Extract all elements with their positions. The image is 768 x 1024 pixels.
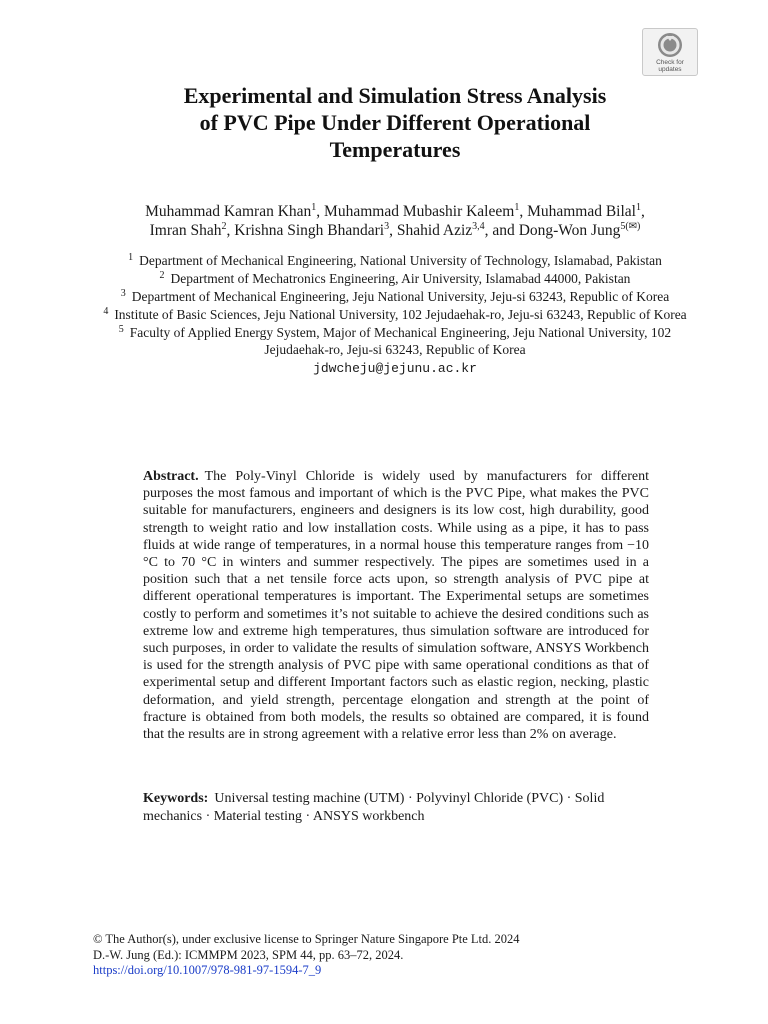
abstract-text: The Poly-Vinyl Chloride is widely used by manufacturers for different purposes the most famous and important of which is the PVC Pipe, what makes the PVC suitable for manufacturers, engineers and designers is its low cost, high durability, good strength to weight ratio and low installation costs. While using as a pipe, it has to pass fluids at wide range of temperatures, in a normal house this temperature ranges from −10 °C to 70 °C in winters and summer respectively. The pipes are sometimes used in a position such that a net tensile force acts upon, so strength analysis of PVC pipe at different operational temperatures is important. The Experimental setups are sometimes costly to perform and sometimes it’s not suitable to achieve the desired conditions such as extreme low and extreme high temperatures, thus simulation software are introduced for such purposes, in order to validate the results of simulation software, ANSYS Workbench is used for the strength analysis of PVC pipe with same operational conditions as that of experimental setup and different Important factors such as elastic region, necking, plastic deformation, and yield strength, percentage elongation and strength at the point of fracture is obtained from both models, the results so obtained are compared, it is found that the results are in strong agreement with a relative error less than 2% on average. <box>143 469 649 743</box>
corresponding-email[interactable]: jdwcheju@jejunu.ac.kr <box>313 361 477 376</box>
author-affiliation-mark: 1 <box>635 202 641 213</box>
author-name: Imran Shah <box>149 222 222 239</box>
corresponding-author-name: Dong-Won Jung <box>518 222 621 239</box>
paper-title <box>100 82 690 163</box>
author-affiliation-mark: 2 <box>221 221 227 232</box>
doi-link[interactable]: https://doi.org/10.1007/978-981-97-1594-7_9 <box>93 963 322 977</box>
keywords-label: Keywords: <box>143 791 209 806</box>
author-line-1: Muhammad Kamran Khan$^1$, Muhammad Mubashir Kaleem$^1$, Muhammad Bilal$^1$, <box>145 202 645 220</box>
abstract <box>143 468 649 743</box>
author-affiliation-mark: 1 <box>514 202 520 213</box>
affiliation: $^1$ Department of Mechanical Engineering, National University of Technology, Islamabad, Pakistan <box>128 252 662 268</box>
author-list <box>60 202 730 240</box>
keywords-text: Universal testing machine (UTM) · Polyvinyl Chloride (PVC) · Solid mechanics · Material testing · ANSYS workbench <box>143 791 605 824</box>
author-line-2: Imran Shah$^2$, Krishna Singh Bhandari$^3$, Shahid Aziz$^{3,4}$, and Dong-Won Jung$^{5(✉)}$ <box>149 221 641 239</box>
author-name: Krishna Singh Bhandari <box>234 222 385 239</box>
abstract-label: Abstract. <box>143 469 199 484</box>
author-name: Muhammad Bilal <box>527 203 636 220</box>
citation-line: D.-W. Jung (Ed.): ICMMPM 2023, SPM 44, pp. 63–72, 2024. <box>93 947 404 962</box>
corresponding-author-mark: 5(✉) <box>620 221 641 232</box>
check-for-updates-label: Check for updates <box>656 59 684 73</box>
affiliation: $^5$ Faculty of Applied Energy System, Major of Mechanical Engineering, Jeju National University, 102 Jejudaehak-ro, Jeju-si 63243, Republic of Korea <box>118 324 672 357</box>
title-line: of PVC Pipe Under Different Operational <box>199 110 591 135</box>
copyright-line: © The Author(s), under exclusive license to Springer Nature Singapore Pte Ltd. 2024 <box>93 932 520 946</box>
check-for-updates-icon <box>657 32 683 58</box>
affiliation: $^4$ Institute of Basic Sciences, Jeju National University, 102 Jejudaehak-ro, Jeju-si 63243, Republic of Korea <box>103 306 687 322</box>
affiliation: $^3$ Department of Mechanical Engineering, Jeju National University, Jeju-si 63243, Republic of Korea <box>120 288 670 304</box>
title-line: Temperatures <box>329 137 461 162</box>
author-name: Muhammad Kamran Khan <box>145 203 312 220</box>
author-name: Muhammad Mubashir Kaleem <box>324 203 515 220</box>
author-affiliation-mark: 3,4 <box>472 221 485 232</box>
check-for-updates-badge[interactable] <box>642 28 698 76</box>
author-affiliation-mark: 1 <box>311 202 317 213</box>
copyright-footer <box>93 932 520 979</box>
author-name: Shahid Aziz <box>396 222 473 239</box>
affiliation-list <box>90 252 700 377</box>
keywords <box>143 790 649 825</box>
title-line: Experimental and Simulation Stress Analysis <box>183 83 607 108</box>
affiliation: $^2$ Department of Mechatronics Engineering, Air University, Islamabad 44000, Pakistan <box>159 270 631 286</box>
author-affiliation-mark: 3 <box>384 221 390 232</box>
